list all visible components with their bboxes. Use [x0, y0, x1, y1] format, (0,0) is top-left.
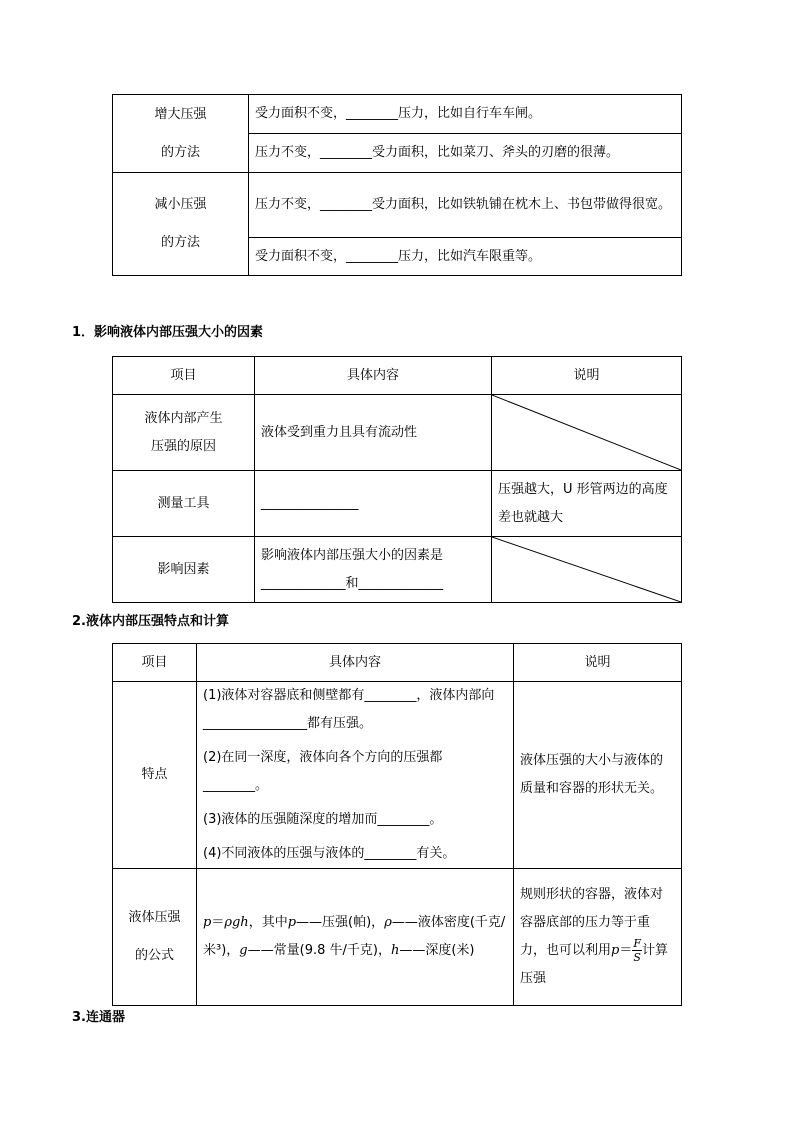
tool-note: 压强越大，U 形管两边的高度差也就越大 — [492, 471, 682, 537]
cause-note-empty — [492, 395, 682, 471]
tool-item: 测量工具 — [113, 471, 255, 537]
denominator-s: S — [633, 951, 641, 964]
equals-sign: ＝ — [211, 915, 225, 930]
equals-sign: ＝ — [619, 943, 633, 958]
increase-method-1: 受力面积不变，________压力，比如自行车车闸。 — [249, 95, 682, 134]
header-note: 说明 — [492, 357, 682, 395]
factor-content-line1: 影响液体内部压强大小的因素是 — [261, 547, 444, 563]
increase-pressure-label — [113, 95, 249, 173]
formula-item — [113, 869, 197, 1006]
section1-heading: 1．影响液体内部压强大小的因素 — [72, 325, 264, 340]
cause-item — [113, 395, 255, 471]
feature-line-4: (4)不同液体的压强与液体的________有关。 — [203, 846, 456, 861]
header-item: 项目 — [113, 644, 197, 682]
formula-note-text: 计算压强 — [520, 943, 669, 986]
increase-label-line1: 增大压强 — [154, 106, 207, 122]
symbol-h: h — [390, 943, 400, 958]
features-note: 液体压强的大小与液体的质量和容器的形状无关。 — [514, 682, 682, 869]
factor-item: 影响因素 — [113, 537, 255, 603]
increase-label-line2: 的方法 — [160, 144, 200, 160]
feature-line-2: (2)在同一深度，液体向各个方向的压强都________。 — [203, 750, 443, 793]
factor-content-line2: _____________和_____________ — [261, 575, 444, 591]
header-content: 具体内容 — [255, 357, 492, 395]
formula-text: ——液体密度(千克/米³)， — [203, 915, 506, 958]
pressure-methods-table — [112, 94, 682, 276]
symbol-p: p — [611, 943, 620, 958]
cause-content: 液体受到重力且具有流动性 — [255, 395, 492, 471]
feature-line-1: (1)液体对容器底和侧壁都有________，液体内部向________________都有压强。 — [203, 688, 495, 731]
increase-method-2: 压力不变，________受力面积，比如菜刀、斧头的刃磨的很薄。 — [249, 134, 682, 173]
formula-note-text: 规则形状的容器，液体对容器底部的压力等于重力，也可以利用 — [520, 887, 664, 958]
cause-item-line2: 压强的原因 — [150, 438, 216, 454]
factor-note-empty — [492, 537, 682, 603]
symbol-rho-g-h: ρgh — [224, 915, 249, 930]
fraction-f-over-s — [632, 937, 642, 964]
symbol-p: p — [203, 915, 212, 930]
factor-content — [255, 537, 492, 603]
decrease-method-1: 压力不变，________受力面积，比如铁轨铺在枕木上、书包带做得很宽。 — [249, 173, 682, 238]
decrease-label-line2: 的方法 — [160, 235, 200, 250]
tool-content: _______________ — [255, 471, 492, 537]
liquid-pressure-features-table — [112, 643, 682, 1006]
formula-text: ——压强(帕)， — [296, 915, 385, 930]
section3-heading: 3.连通器 — [72, 1010, 125, 1025]
formula-content — [197, 869, 514, 1006]
formula-text: ，其中 — [248, 915, 288, 930]
decrease-label-line1: 减小压强 — [154, 197, 207, 212]
symbol-p: p — [287, 915, 297, 930]
diagonal-line — [492, 395, 681, 470]
features-content — [197, 682, 514, 869]
feature-line-3: (3)液体的压强随深度的增加而________。 — [203, 812, 443, 827]
symbol-rho: ρ — [384, 915, 392, 930]
header-content: 具体内容 — [197, 644, 514, 682]
formula-item-line1: 液体压强 — [128, 910, 181, 925]
formula-item-line2: 的公式 — [134, 948, 174, 963]
formula-text: ——深度(米) — [399, 943, 475, 958]
numerator-f: F — [633, 937, 641, 950]
decrease-method-2: 受力面积不变，________压力，比如汽车限重等。 — [249, 238, 682, 276]
section2-heading: 2.液体内部压强特点和计算 — [72, 614, 229, 629]
diagonal-line — [492, 537, 681, 602]
formula-text: ——常量(9.8 牛/千克)， — [247, 943, 391, 958]
liquid-pressure-factors-table — [112, 356, 682, 603]
decrease-pressure-label — [113, 173, 249, 276]
features-item: 特点 — [113, 682, 197, 869]
symbol-g: g — [239, 943, 248, 958]
formula-note — [514, 869, 682, 1006]
cause-item-line1: 液体内部产生 — [144, 410, 223, 426]
header-item: 项目 — [113, 357, 255, 395]
header-note: 说明 — [514, 644, 682, 682]
